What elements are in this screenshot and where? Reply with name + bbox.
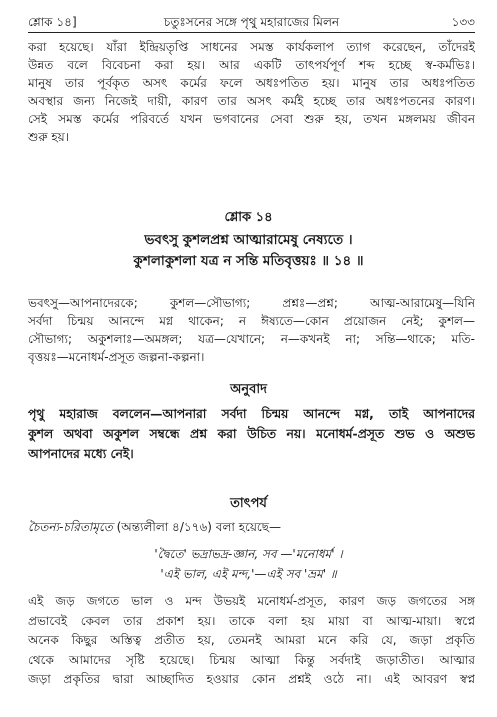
quote-source-ref: (অন্ত্যলীলা ৪/১৭৬) বলা হয়েছে—: [116, 520, 281, 534]
synonym-line: সৌভাগ্য; অকুশলাঃ—অমঙ্গল; যত্র—যেখানে; ন—কখনই না; সন্তি—থাকে; মতি-: [28, 332, 475, 346]
scripture-quote: [0, 544, 497, 584]
page-number: ১৩৩: [451, 15, 475, 29]
purport-heading: তাৎপর্য: [230, 496, 267, 511]
intro-line: অবস্থার জন্য নিজেই দায়ী, কারণ তার অসৎ কর্মই হচ্ছে তার অধঃপতনের কারণ।: [28, 94, 475, 108]
intro-line: উন্নত বলে বিবেচনা করা হয়। আর একটি তাৎপর্যপূর্ণ শব্দ হচ্ছে স্ব-কর্মভিঃ।: [28, 58, 475, 72]
synonym-line: ভবৎসু—আপনাদেরকে; কুশল—সৌভাগ্য; প্রশ্নঃ—প্রশ্ন; আত্ম-আরামেষু—যিনি: [28, 296, 475, 310]
purport-line: থেকে আমাদের সৃষ্টি হয়েছে। চিন্ময় আত্মা কিন্তু সর্বদাই জড়াতীত। আত্মার: [28, 652, 475, 667]
purport-line: অনেক কিছুর অস্তিত্ব প্রতীত হয়, তেমনই আমরা মনে করি যে, জড়া প্রকৃতি: [28, 633, 475, 647]
quote-source: [28, 518, 475, 536]
quote-source-title: চৈতন্য-চরিতামৃতে: [28, 520, 113, 534]
verse-line: কুশলাকুশলা যত্র ন সন্তি মতিবৃত্তয়ঃ ॥ ১৪ ॥: [133, 253, 364, 269]
translation-line: পৃথু মহারাজ বললেন—আপনারা সর্বদা চিন্ময় আনন্দে মগ্ন, তাই আপনাদের: [28, 407, 475, 421]
translation-paragraph: [28, 404, 475, 464]
verse-line: ভবৎসু কুশলপ্রশ্ন আত্মারামেষু নেষ্যতে ।: [144, 232, 353, 248]
intro-paragraph: [28, 38, 475, 146]
purport-line: প্রভাবেই কেবল তার প্রকাশ হয়। তাকে বলা হয় মায়া বা আত্ম-মায়া। স্বপ্নে: [28, 613, 475, 628]
verse-text: [0, 230, 497, 272]
running-header: [28, 10, 475, 33]
synonyms-paragraph: [28, 294, 475, 366]
purport-paragraph: [28, 592, 475, 690]
synonym-line: বৃত্তয়ঃ—মনোধর্ম-প্রসূত জল্পনা-কল্পনা।: [28, 350, 205, 364]
translation-heading: অনুবাদ: [230, 382, 267, 397]
quote-line: 'এই ভাল, এই মন্দ,'—এই সব 'ভ্রম' ॥: [160, 567, 337, 581]
header-chapter-title: চতুঃসনের সঙ্গে পৃথু মহারাজের মিলন: [163, 15, 340, 29]
header-verse-ref: শ্লোক ১৪]: [28, 15, 77, 29]
purport-line: এই জড় জগতে ভাল ও মন্দ উভয়ই মনোধর্ম-প্রসূত, কারণ জড় জগতের সঙ্গ: [28, 594, 475, 608]
purport-line: জড়া প্রকৃতির দ্বারা আচ্ছাদিত হওয়ার কোন প্রশ্নই ওঠে না। এই আবরণ স্বপ্ন: [28, 672, 475, 686]
translation-line: কুশল অথবা অকুশল সম্বন্ধে প্রশ্ন করা উচিত নয়। মনোধর্ম-প্রসূত শুভ ও অশুভ: [28, 427, 475, 441]
intro-line: শুরু হয়।: [28, 130, 70, 144]
verse-title: শ্লোক ১৪: [224, 210, 273, 225]
synonym-line: সর্বদা চিন্ময় আনন্দে মগ্ন থাকেন; ন ঈষ্যতে—কোন প্রয়োজন নেই; কুশল—: [28, 314, 475, 328]
intro-line: সেই সমস্ত কর্মের পরিবর্তে যখন ভগবানের সেবা শুরু হয়, তখন মঙ্গলময় জীবন: [28, 112, 475, 126]
intro-line: করা হয়েছে। যাঁরা ইন্দ্রিয়তৃপ্তি সাধনের সমস্ত কার্যকলাপ ত্যাগ করেছেন, তাঁদেরই: [28, 40, 475, 54]
translation-line: আপনাদের মধ্যে নেই।: [28, 447, 134, 461]
quote-line: 'দ্বৈতে' ভদ্রাভদ্র-জ্ঞান, সব —'মনোধর্ম' ।: [154, 547, 343, 561]
intro-line: মানুষ তার পূর্বকৃত অসৎ কর্মের ফলে অধঃপতিত হয়। মানুষ তার অধঃপতিত: [28, 76, 475, 90]
